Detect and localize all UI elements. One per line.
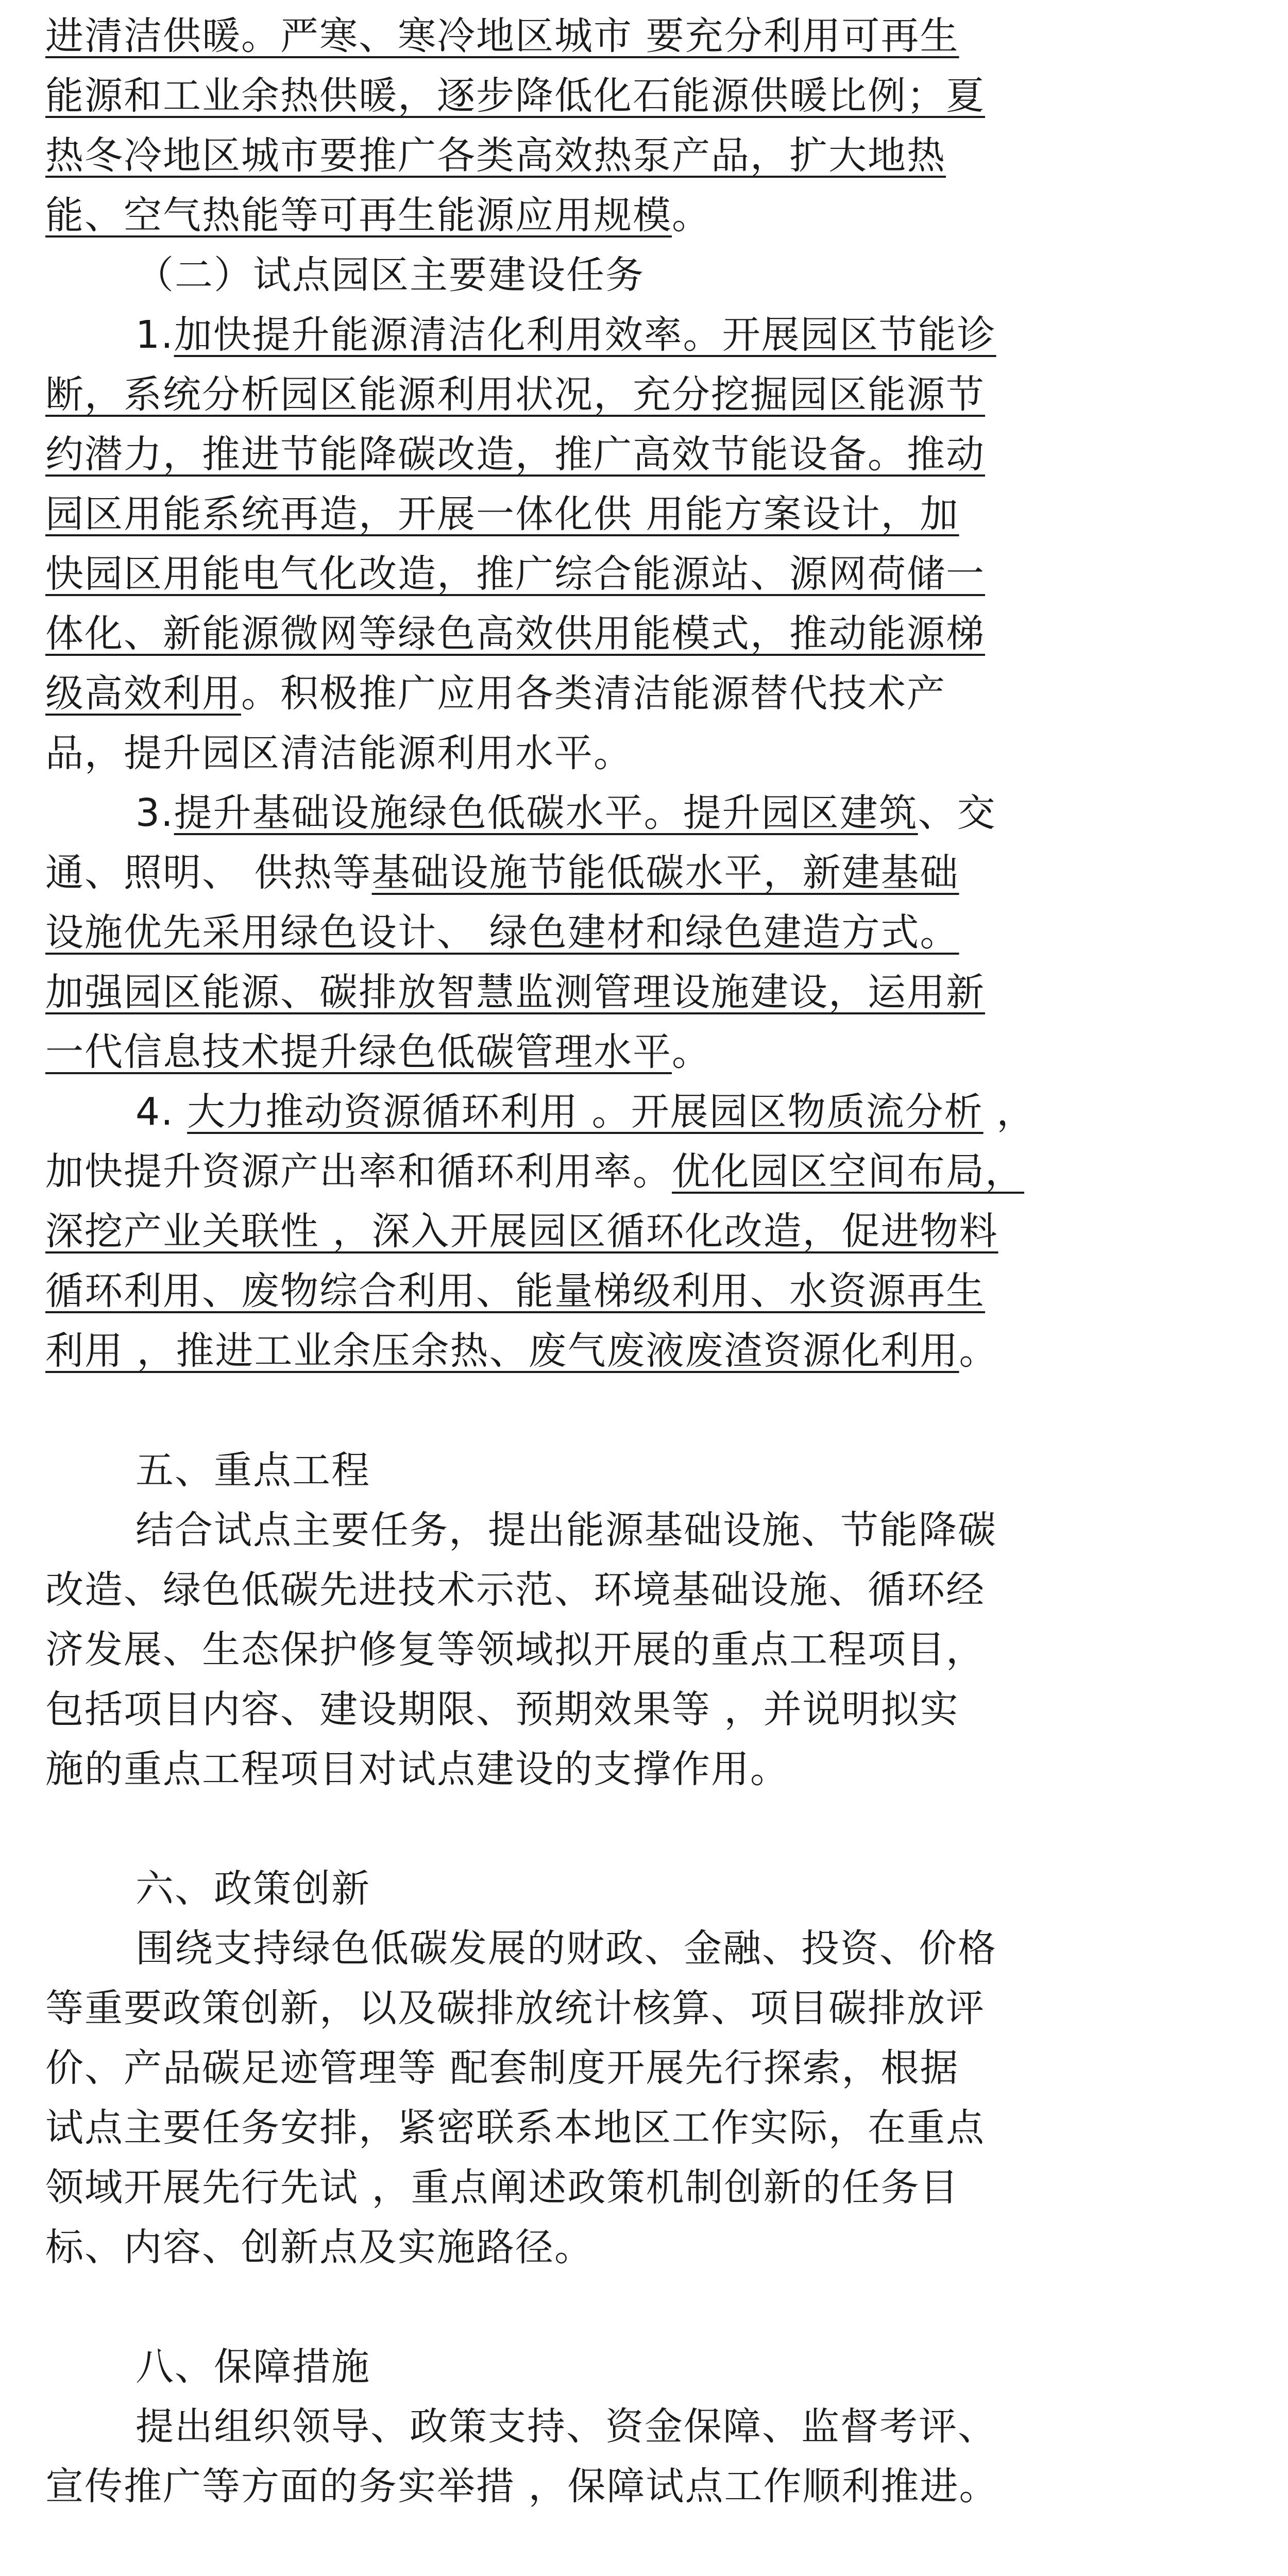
- text-line: [45, 1022, 1065, 1082]
- text-line: [45, 2158, 1065, 2217]
- underlined-text: 进清洁供暖。严寒、寒冷地区城市 要充分利用可再生: [45, 14, 959, 58]
- text-line: [45, 6, 1065, 66]
- text-line: [45, 1978, 1065, 2038]
- text-line: [45, 723, 1065, 783]
- text-line: [45, 66, 1065, 126]
- underlined-text: 深挖产业关联性 ，深入开展园区循环化改造，促进物料: [45, 1209, 998, 1253]
- underlined-text: 级高效利用: [45, 671, 241, 716]
- text-line: [45, 2337, 1065, 2397]
- text-line: [45, 1142, 1065, 1201]
- text-line: [45, 1082, 1065, 1142]
- text-line: [45, 425, 1065, 484]
- text-segment: 提出组织领导、政策支持、资金保障、监督考评、: [135, 2404, 997, 2449]
- text-line: [45, 305, 1065, 365]
- underlined-text: 快园区用能电气化改造，推广综合能源站、源网荷储一: [45, 552, 985, 596]
- underlined-text: 一代信息技术提升绿色低碳管理水平: [45, 1030, 672, 1074]
- text-line: [45, 903, 1065, 962]
- underlined-text: 体化、新能源微网等绿色高效供用能模式，推动能源梯: [45, 612, 985, 656]
- text-line: [45, 1321, 1065, 1381]
- text-segment: 试点主要任务安排，紧密联系本地区工作实际，在重点: [45, 2106, 985, 2150]
- text-segment: 施的重点工程项目对试点建设的支撑作用。: [45, 1747, 789, 1791]
- text-segment: 。: [672, 193, 711, 238]
- text-segment: 等重要政策创新，以及碳排放统计核算、项目碳排放评: [45, 1986, 985, 2030]
- underlined-text: 基础设施节能低碳水平，新建基础: [371, 851, 959, 895]
- text-segment: 标、内容、创新点及实施路径。: [45, 2225, 594, 2269]
- text-line: [45, 185, 1065, 245]
- text-line: [45, 783, 1065, 843]
- underlined-text: 大力推动资源循环利用 。开展园区物质流分析: [187, 1090, 984, 1134]
- text-segment: （二）试点园区主要建设任务: [135, 253, 645, 297]
- text-segment: 济发展、生态保护修复等领域拟开展的重点工程项目，: [45, 1628, 985, 1672]
- text-line: [45, 1440, 1065, 1500]
- text-segment: 包括项目内容、建设期限、预期效果等 ，并说明拟实: [45, 1687, 959, 1732]
- text-segment: 1.: [135, 313, 174, 357]
- underlined-text: 加快提升能源清洁化利用效率。开展园区节能诊: [174, 313, 996, 357]
- text-line: [45, 2456, 1065, 2516]
- text-segment: 加快提升资源产出率和循环利用率。: [45, 1149, 672, 1194]
- paragraph-gap: [45, 2277, 1065, 2337]
- text-segment: 4.: [135, 1090, 188, 1134]
- text-segment: 五、重点工程: [135, 1448, 370, 1493]
- text-line: [45, 1201, 1065, 1261]
- text-line: [45, 1620, 1065, 1680]
- underlined-text: 设施优先采用绿色设计、 绿色建材和绿色建造方式。: [45, 910, 959, 955]
- text-line: [45, 126, 1065, 185]
- text-line: [45, 1919, 1065, 1978]
- underlined-text: 园区用能系统再造，开展一体化供 用能方案设计，加: [45, 492, 959, 536]
- underlined-text: 能源和工业余热供暖，逐步降低化石能源供暖比例；夏: [45, 74, 985, 118]
- text-line: [45, 1261, 1065, 1321]
- underlined-text: 加强园区能源、碳排放智慧监测管理设施建设，运用新: [45, 970, 985, 1014]
- text-line: [45, 664, 1065, 723]
- text-segment: ，: [983, 1090, 1036, 1134]
- underlined-text: 热冬冷地区城市要推广各类高效热泵产品，扩大地热: [45, 133, 946, 178]
- text-segment: 。: [959, 1329, 998, 1373]
- underlined-text: 提升基础设施绿色低碳水平。提升园区建筑: [174, 791, 918, 835]
- text-segment: 。积极推广应用各类清洁能源替代技术产: [241, 671, 946, 716]
- underlined-text: 优化园区空间布局，: [672, 1149, 1024, 1194]
- text-segment: 、交: [918, 791, 996, 835]
- text-line: [45, 245, 1065, 305]
- text-line: [45, 1560, 1065, 1620]
- text-line: [45, 2098, 1065, 2158]
- text-segment: 六、政策创新: [135, 1867, 370, 1911]
- underlined-text: 能、空气热能等可再生能源应用规模: [45, 193, 672, 238]
- text-line: [45, 962, 1065, 1022]
- text-line: [45, 2397, 1065, 2456]
- text-line: [45, 2038, 1065, 2098]
- paragraph-gap: [45, 1381, 1065, 1440]
- text-segment: 品，提升园区清洁能源利用水平。: [45, 731, 633, 775]
- paragraph-gap: [45, 1799, 1065, 1859]
- text-segment: 宣传推广等方面的务实举措 ，保障试点工作顺利推进。: [45, 2464, 998, 2509]
- text-line: [45, 843, 1065, 903]
- document-body: [45, 6, 1065, 2516]
- text-line: [45, 1859, 1065, 1919]
- text-line: [45, 1500, 1065, 1560]
- underlined-text: 约潜力，推进节能降碳改造，推广高效节能设备。推动: [45, 432, 985, 477]
- text-segment: 领域开展先行先试 ，重点阐述政策机制创新的任务目: [45, 2165, 959, 2210]
- text-line: [45, 1739, 1065, 1799]
- text-line: [45, 2217, 1065, 2277]
- underlined-text: 利用 ，推进工业余压余热、废气废液废渣资源化利用: [45, 1329, 959, 1373]
- underlined-text: 断，系统分析园区能源利用状况，充分挖掘园区能源节: [45, 372, 985, 417]
- text-segment: 价、产品碳足迹管理等 配套制度开展先行探索，根据: [45, 2046, 959, 2090]
- text-segment: 围绕支持绿色低碳发展的财政、金融、投资、价格: [135, 1926, 997, 1971]
- text-line: [45, 365, 1065, 425]
- text-segment: 通、照明、 供热等: [45, 851, 372, 895]
- text-segment: 结合试点主要任务，提出能源基础设施、节能降碳: [135, 1508, 997, 1552]
- text-segment: 3.: [135, 791, 174, 835]
- text-line: [45, 604, 1065, 664]
- text-line: [45, 1680, 1065, 1739]
- text-segment: 改造、绿色低碳先进技术示范、环境基础设施、循环经: [45, 1568, 985, 1612]
- text-line: [45, 544, 1065, 604]
- underlined-text: 循环利用、废物综合利用、能量梯级利用、水资源再生: [45, 1269, 985, 1313]
- text-segment: 八、保障措施: [135, 2345, 370, 2389]
- text-segment: 。: [672, 1030, 711, 1074]
- text-line: [45, 484, 1065, 544]
